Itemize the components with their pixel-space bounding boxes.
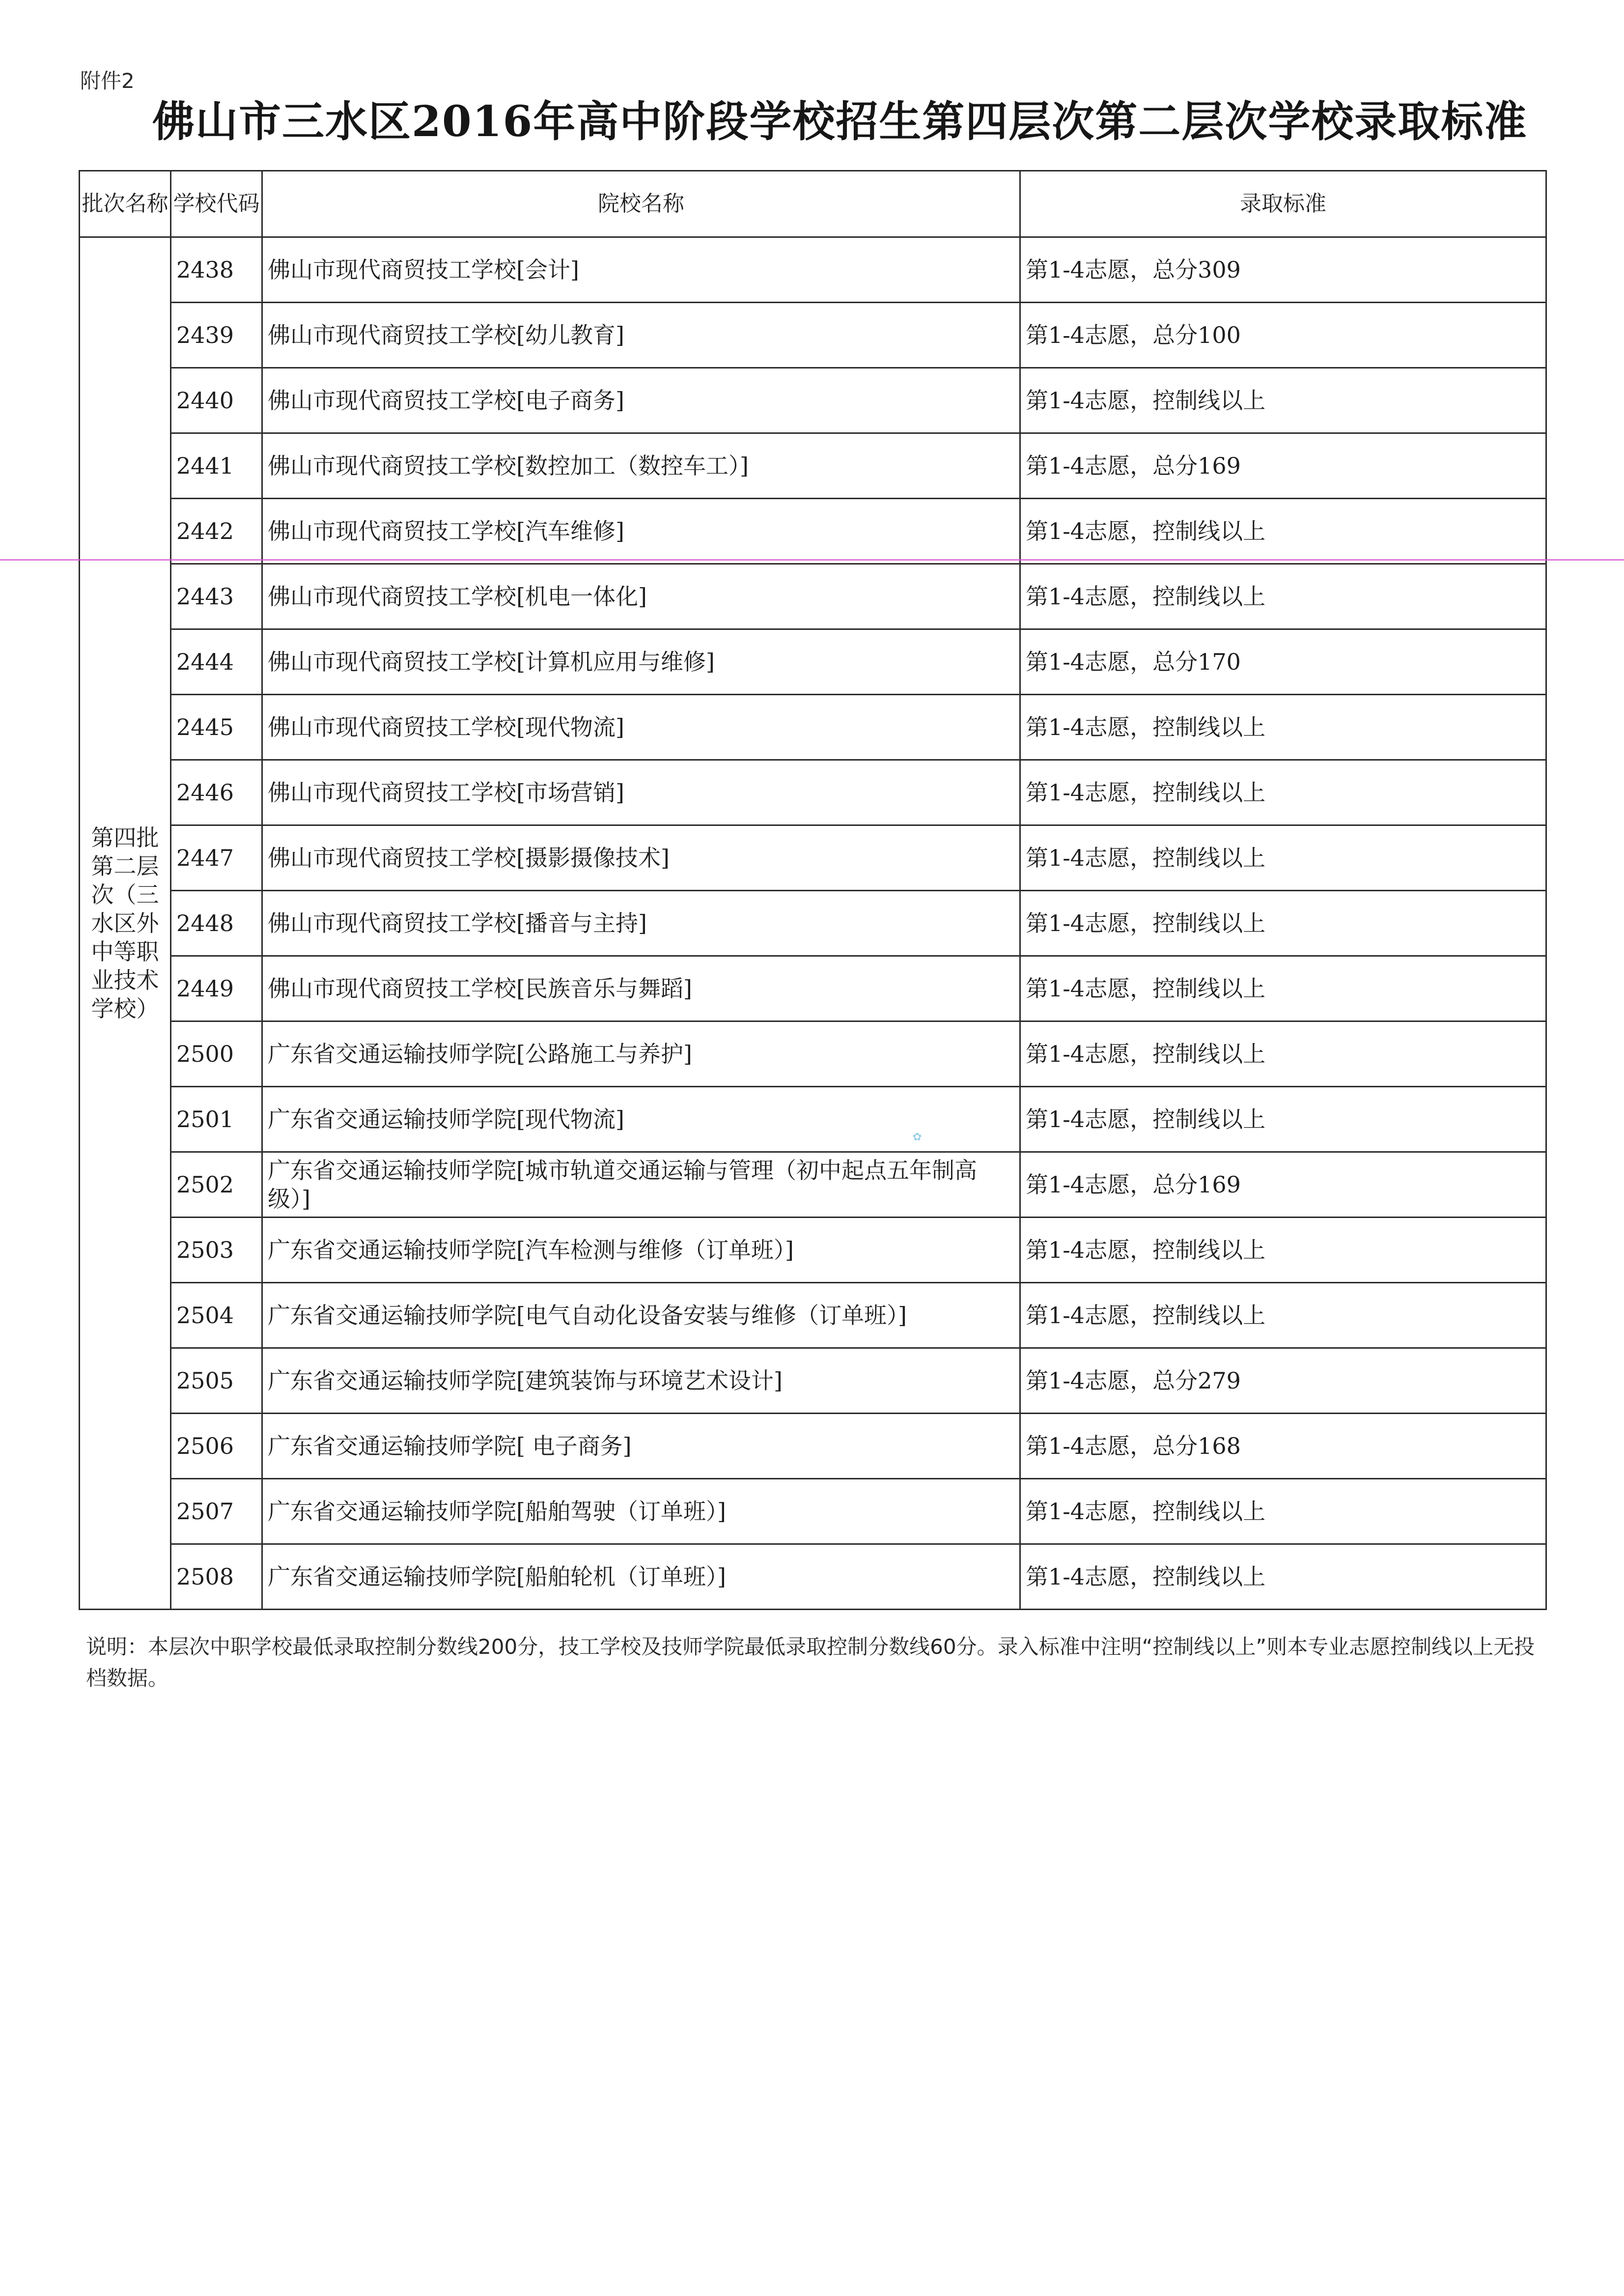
admission-standard-cell: 第1-4志愿，控制线以上	[1020, 1283, 1546, 1348]
document-title: 佛山市三水区2016年高中阶段学校招生第四层次第二层次学校录取标准	[152, 97, 1528, 146]
school-code-cell: 2447	[171, 825, 262, 891]
school-name-cell: 佛山市现代商贸技工学校[数控加工（数控车工）]	[262, 433, 1020, 499]
school-name-cell: 佛山市现代商贸技工学校[会计]	[262, 237, 1020, 303]
school-code-cell: 2439	[171, 303, 262, 368]
school-name-cell: 佛山市现代商贸技工学校[汽车维修]	[262, 499, 1020, 564]
table-row	[80, 1218, 1546, 1283]
admission-standard-cell: 第1-4志愿，控制线以上	[1020, 1087, 1546, 1152]
school-name-cell: 佛山市现代商贸技工学校[市场营销]	[262, 760, 1020, 825]
school-code-cell: 2442	[171, 499, 262, 564]
table-row	[80, 1152, 1546, 1218]
admission-standard-cell: 第1-4志愿，控制线以上	[1020, 956, 1546, 1021]
table-row	[80, 1544, 1546, 1610]
admission-standard-cell: 第1-4志愿，总分170	[1020, 629, 1546, 695]
admission-standard-cell: 第1-4志愿，控制线以上	[1020, 695, 1546, 760]
admission-standard-cell: 第1-4志愿，总分279	[1020, 1348, 1546, 1414]
school-code-cell: 2444	[171, 629, 262, 695]
school-code-cell: 2501	[171, 1087, 262, 1152]
table-row	[80, 1414, 1546, 1479]
footnote: 说明：本层次中职学校最低录取控制分数线200分，技工学校及技师学院最低录取控制分数线60分。录入标准中注明“控制线以上”则本专业志愿控制线以上无投档数据。	[86, 1635, 1535, 1690]
table-row	[80, 760, 1546, 825]
school-name-cell: 佛山市现代商贸技工学校[摄影摄像技术]	[262, 825, 1020, 891]
school-code-cell: 2438	[171, 237, 262, 303]
school-code-cell: 2445	[171, 695, 262, 760]
table-row	[80, 499, 1546, 564]
school-code-cell: 2503	[171, 1218, 262, 1283]
school-code-cell: 2507	[171, 1479, 262, 1544]
admission-table	[79, 170, 1547, 1610]
school-code-cell: 2502	[171, 1152, 262, 1218]
admission-standard-cell: 第1-4志愿，控制线以上	[1020, 564, 1546, 629]
school-name-cell: 佛山市现代商贸技工学校[机电一体化]	[262, 564, 1020, 629]
admission-standard-cell: 第1-4志愿，控制线以上	[1020, 499, 1546, 564]
table-header-row	[80, 171, 1546, 237]
school-name-cell: 广东省交通运输技师学院[汽车检测与维修（订单班）]	[262, 1218, 1020, 1283]
admission-standard-cell: 第1-4志愿，控制线以上	[1020, 1021, 1546, 1087]
school-code-cell: 2505	[171, 1348, 262, 1414]
school-name-cell: 佛山市现代商贸技工学校[播音与主持]	[262, 891, 1020, 956]
school-code-cell: 2446	[171, 760, 262, 825]
admission-standard-cell: 第1-4志愿，总分100	[1020, 303, 1546, 368]
table-row	[80, 303, 1546, 368]
table-row	[80, 237, 1546, 303]
school-code-cell: 2508	[171, 1544, 262, 1610]
school-code-cell: 2440	[171, 368, 262, 433]
table-row	[80, 695, 1546, 760]
admission-standard-cell: 第1-4志愿，控制线以上	[1020, 825, 1546, 891]
attachment-label: 附件2	[80, 69, 135, 93]
school-name-cell: 广东省交通运输技师学院[公路施工与养护]	[262, 1021, 1020, 1087]
school-name-cell: 佛山市现代商贸技工学校[民族音乐与舞蹈]	[262, 956, 1020, 1021]
table-row	[80, 1021, 1546, 1087]
admission-standard-cell: 第1-4志愿，控制线以上	[1020, 1544, 1546, 1610]
table-row	[80, 1348, 1546, 1414]
table-row	[80, 1479, 1546, 1544]
admission-standard-cell: 第1-4志愿，总分169	[1020, 433, 1546, 499]
table-row	[80, 629, 1546, 695]
table-row	[80, 564, 1546, 629]
header-school-name: 院校名称	[262, 171, 1020, 237]
school-name-cell: 佛山市现代商贸技工学校[电子商务]	[262, 368, 1020, 433]
scan-artifact-line	[0, 559, 1624, 561]
admission-standard-cell: 第1-4志愿，控制线以上	[1020, 1479, 1546, 1544]
admission-standard-cell: 第1-4志愿，总分309	[1020, 237, 1546, 303]
admission-standard-cell: 第1-4志愿，控制线以上	[1020, 1218, 1546, 1283]
school-name-cell: 佛山市现代商贸技工学校[幼儿教育]	[262, 303, 1020, 368]
table-row	[80, 825, 1546, 891]
table-row	[80, 956, 1546, 1021]
table-row	[80, 368, 1546, 433]
header-batch-name: 批次名称	[80, 171, 171, 237]
table-row	[80, 891, 1546, 956]
school-name-cell: 广东省交通运输技师学院[船舶轮机（订单班）]	[262, 1544, 1020, 1610]
school-code-cell: 2504	[171, 1283, 262, 1348]
admission-standard-cell: 第1-4志愿，控制线以上	[1020, 760, 1546, 825]
school-name-cell: 佛山市现代商贸技工学校[现代物流]	[262, 695, 1020, 760]
table-row	[80, 1283, 1546, 1348]
batch-name-cell: 第四批第二层次（三水区外中等职业技术学校）	[80, 237, 171, 1610]
table-row	[80, 1087, 1546, 1152]
admission-standard-cell: 第1-4志愿，控制线以上	[1020, 891, 1546, 956]
school-name-cell: 广东省交通运输技师学院[现代物流]	[262, 1087, 1020, 1152]
admission-standard-cell: 第1-4志愿，控制线以上	[1020, 368, 1546, 433]
header-school-code: 学校代码	[171, 171, 262, 237]
school-code-cell: 2506	[171, 1414, 262, 1479]
table-row	[80, 433, 1546, 499]
watermark-logo: ✿	[913, 1131, 922, 1143]
school-code-cell: 2443	[171, 564, 262, 629]
admission-standard-cell: 第1-4志愿，总分168	[1020, 1414, 1546, 1479]
school-code-cell: 2448	[171, 891, 262, 956]
school-name-cell: 广东省交通运输技师学院[城市轨道交通运输与管理（初中起点五年制高级）]	[262, 1152, 1020, 1218]
school-name-cell: 佛山市现代商贸技工学校[计算机应用与维修]	[262, 629, 1020, 695]
admission-standard-cell: 第1-4志愿，总分169	[1020, 1152, 1546, 1218]
school-code-cell: 2441	[171, 433, 262, 499]
school-name-cell: 广东省交通运输技师学院[船舶驾驶（订单班）]	[262, 1479, 1020, 1544]
header-admission-standard: 录取标准	[1020, 171, 1546, 237]
school-code-cell: 2500	[171, 1021, 262, 1087]
school-name-cell: 广东省交通运输技师学院[建筑装饰与环境艺术设计]	[262, 1348, 1020, 1414]
school-name-cell: 广东省交通运输技师学院[电气自动化设备安装与维修（订单班）]	[262, 1283, 1020, 1348]
school-name-cell: 广东省交通运输技师学院[ 电子商务]	[262, 1414, 1020, 1479]
school-code-cell: 2449	[171, 956, 262, 1021]
